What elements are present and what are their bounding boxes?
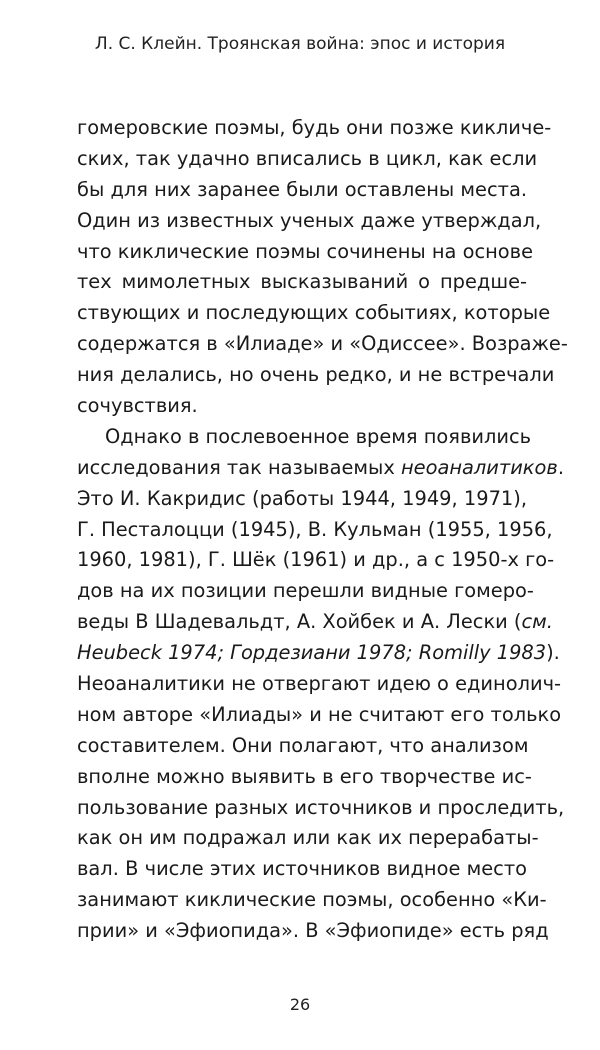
text-line [77,453,564,484]
text-line: Это И. Какридис (работы 1944, 1949, 1971), [77,486,527,510]
page-number: 26 [289,995,311,1014]
text-line: вал. В числе этих источников видное место [77,857,527,881]
text-line: Однако в послевоенное время появились [105,424,532,448]
italic-term: неоаналитиков [401,455,558,479]
text-line: ния делались, но очень редко, и не встречали [77,363,555,387]
text-line: Неоаналитики не отвергают идею о единолич- [77,672,562,696]
text-line [77,607,553,638]
text-line: как он им подражал или как их перерабаты- [77,826,539,850]
text-line: что киклические поэмы сочинены на основе [77,239,534,263]
text-line: прии» и «Эфиопида». В «Эфиопиде» есть ряд [77,919,549,943]
text-line: занимают киклические поэмы, особенно «Ки- [77,888,547,912]
text-line: 1960, 1981), Г. Шёк (1961) и др., а с 1950-х го- [77,548,555,572]
running-header: Л. С. Клейн. Троянская война: эпос и история [94,34,506,54]
text-run: ). [546,641,560,665]
text-run: веды В Шадевальдт, А. Хойбек и А. Лески ( [77,610,522,634]
text-line: ских, так удачно вписались в цикл, как если [77,146,538,170]
text-line: сочувствия. [77,394,198,418]
text-line: бы для них заранее были оставлены места. [77,177,527,201]
text-line: составителем. Они полагают, что анализом [77,733,529,757]
text-line: гомеровские поэмы, будь они позже кикличе- [77,116,552,139]
text-line: Один из известных ученых даже утверждал, [77,208,542,232]
text-run: . [557,455,564,479]
text-line: содержатся в «Илиаде» и «Одиссее». Возраже- [77,332,568,356]
italic-citation: Heubeck 1974; Гордезиани 1978; Romilly 1983 [77,641,547,665]
body-text [77,113,568,947]
italic-citation: см. [521,610,553,634]
text-line: Г. Песталоцци (1945), В. Кульман (1955, 1956, [77,517,553,541]
text-line: ном авторе «Илиады» и не считают его только [77,702,562,726]
text-line: дов на их позиции перешли видные гомеро- [77,579,534,603]
text-run: исследования так называемых [77,455,401,479]
text-line: тех мимолетных высказываний о предше- [77,270,527,294]
text-line: пользование разных источников и проследить, [77,795,565,819]
text-line: вполне можно выявить в его творчестве ис- [77,764,532,788]
text-line [77,638,560,669]
text-line: ствующих и последующих событиях, которые [77,301,551,325]
